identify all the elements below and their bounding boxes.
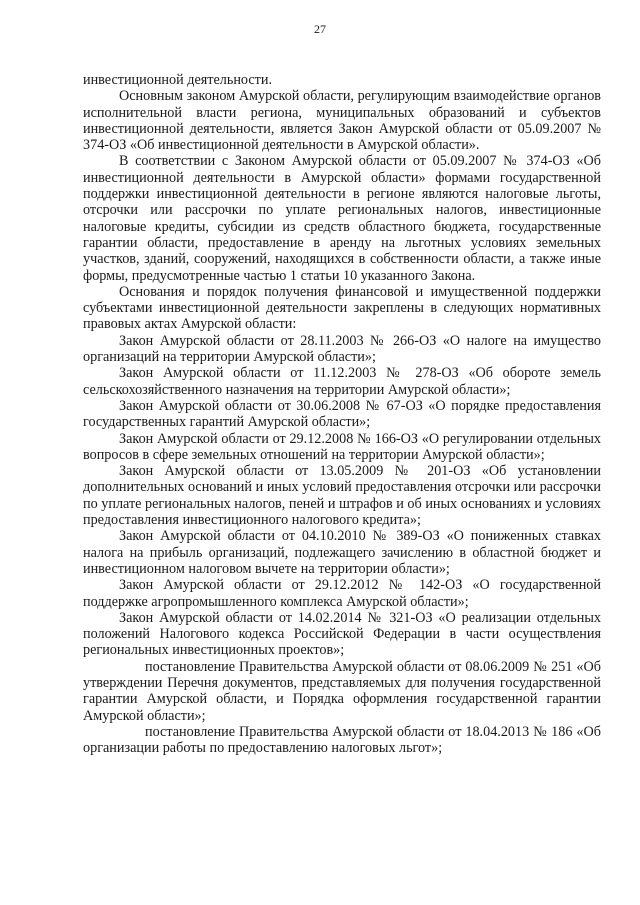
list-item-law: Закон Амурской области от 29.12.2008 № 166-ОЗ «О регулировании отдельных вопросов в сфере земельных отношений на территории Амурской области»; — [83, 430, 601, 463]
list-item-law: Закон Амурской области от 13.05.2009 № 201-ОЗ «Об установлении дополнительных оснований и иных условий предоставления отсрочки или рассрочки по уплате региональных налогов, пеней и штрафов и об иных основаниях и условиях предоставления инвестиционного налогового кредита»; — [83, 463, 601, 529]
paragraph-continuation: инвестиционной деятельности. — [83, 72, 273, 88]
document-body — [83, 72, 601, 756]
paragraph-legal-acts-intro: Основания и порядок получения финансовой и имущественной поддержки субъектами инвестиционной деятельности закреплены в следующих нормативных правовых актах Амурской области: — [83, 283, 601, 333]
list-item-law: Закон Амурской области от 29.12.2012 № 142-ОЗ «О государственной поддержке агропромышленного комплекса Амурской области»; — [83, 577, 601, 610]
paragraph-main-law: Основным законом Амурской области, регулирующим взаимодействие органов исполнительной власти региона, муниципальных образований и субъектов инвестиционной деятельности, является Закон Амурской области от 05.09.2007 № 374-ОЗ «Об инвестиционной деятельности в Амурской области». — [83, 88, 601, 154]
list-item-law: Закон Амурской области от 11.12.2003 № 278-ОЗ «Об обороте земель сельскохозяйственного назначения на территории Амурской области»; — [83, 365, 601, 398]
list-item-law: Закон Амурской области от 30.06.2008 № 67-ОЗ «О порядке предоставления государственных гарантий Амурской области»; — [83, 397, 601, 431]
list-item-law: Закон Амурской области от 28.11.2003 № 266-ОЗ «О налоге на имущество организаций на территории Амурской области»; — [83, 332, 601, 366]
paragraph-support-forms: В соответствии с Законом Амурской области от 05.09.2007 № 374-ОЗ «Об инвестиционной деятельности в Амурской области» формами государственной поддержки инвестиционной деятельности в регионе являются налоговые льготы, отсрочки или рассрочки по уплате региональных налогов, инвестиционные налоговые кредиты, субсидии из средств областного бюджета, государственные гарантии области, предоставление в аренду на льготных условиях земельных участков, зданий, сооружений, находящихся в собственности области, а также иные формы, предусмотренные частью 1 статьи 10 указанного Закона. — [83, 153, 601, 284]
list-item-resolution: постановление Правительства Амурской области от 08.06.2009 № 251 «Об утверждении Перечня документов, представляемых для получения государственной гарантии Амурской области, и Порядка оформления государственной гарантии Амурской области»; — [83, 658, 601, 724]
list-item-resolution: постановление Правительства Амурской области от 18.04.2013 № 186 «Об организации работы по предоставлению налоговых льгот»; — [83, 723, 601, 757]
page-number: 27 — [314, 22, 326, 36]
list-item-law: Закон Амурской области от 04.10.2010 № 389-ОЗ «О пониженных ставках налога на прибыль организаций, подлежащего зачислению в областной бюджет и инвестиционном налоговом вычете на территории области»; — [83, 528, 601, 577]
list-item-law: Закон Амурской области от 14.02.2014 № 321-ОЗ «О реализации отдельных положений Налогового кодекса Российской Федерации в части осуществления региональных инвестиционных проектов»; — [83, 609, 601, 659]
